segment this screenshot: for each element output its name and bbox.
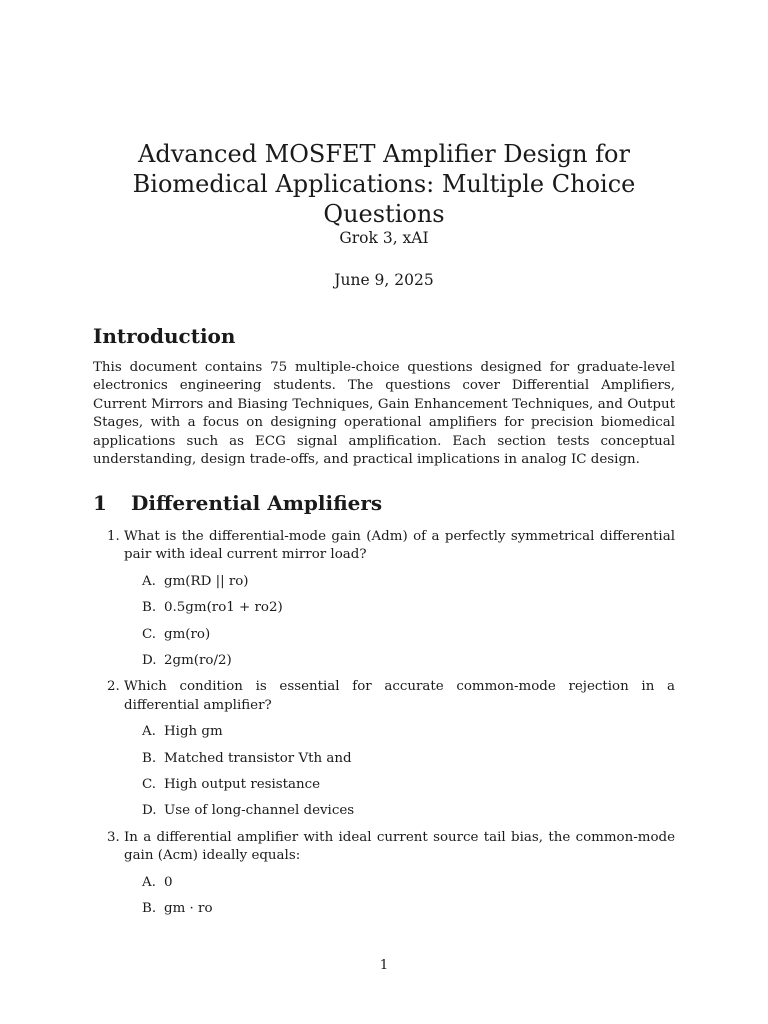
question-text: In a differential amplifier with ideal current source tail bias, the common-mode gain (Acm) ideally equals: bbox=[124, 829, 675, 864]
option-text: 0.5gm(ro1 + ro2) bbox=[164, 600, 283, 616]
option-item bbox=[124, 599, 675, 617]
document-author: Grok 3, xAI bbox=[339, 229, 429, 247]
option-list bbox=[124, 874, 675, 919]
option-item bbox=[124, 573, 675, 591]
option-item bbox=[124, 652, 675, 670]
question-item bbox=[93, 528, 675, 670]
option-text: gm(ro) bbox=[164, 626, 211, 642]
option-text: gm · ro bbox=[164, 900, 213, 916]
page-number: 1 bbox=[379, 958, 389, 973]
option-text: Use of long-channel devices bbox=[164, 803, 355, 819]
option-letter: D. bbox=[142, 803, 157, 819]
section-heading bbox=[93, 490, 382, 516]
option-letter: A. bbox=[142, 573, 156, 589]
question-number: 3. bbox=[107, 829, 120, 845]
option-letter: B. bbox=[142, 600, 157, 616]
option-list bbox=[124, 573, 675, 671]
document-page bbox=[93, 0, 675, 1024]
question-item bbox=[93, 678, 675, 820]
option-item bbox=[124, 626, 675, 644]
option-item bbox=[124, 750, 675, 768]
option-letter: C. bbox=[142, 626, 157, 642]
question-text: What is the differential-mode gain (Adm) of a perfectly symmetrical differential pair with ideal current mirror load? bbox=[124, 529, 675, 563]
option-letter: B. bbox=[142, 750, 157, 766]
question-list bbox=[93, 528, 675, 926]
option-item bbox=[124, 900, 675, 918]
option-text: gm(RD || ro) bbox=[164, 573, 249, 589]
question-text: Which condition is essential for accurate common-mode rejection in a differential amplifier? bbox=[124, 679, 675, 713]
option-text: High output resistance bbox=[164, 776, 321, 792]
question-number: 1. bbox=[107, 529, 120, 544]
option-letter: A. bbox=[142, 724, 156, 740]
option-item bbox=[124, 723, 675, 741]
question-number: 2. bbox=[107, 679, 120, 695]
option-item bbox=[124, 802, 675, 820]
section-title: Differential Amplifiers bbox=[131, 491, 383, 515]
introduction-heading: Introduction bbox=[93, 324, 236, 348]
option-letter: D. bbox=[142, 652, 157, 668]
option-item bbox=[124, 874, 675, 892]
option-text: 2gm(ro/2) bbox=[164, 652, 232, 668]
option-list bbox=[124, 723, 675, 821]
introduction-paragraph: This document contains 75 multiple-choice questions designed for graduate-level electronics engineering students. The questions cover Differential Amplifiers, Current Mirrors and Biasing Techniques, Gain Enhancement Techniques, and Output Stages, with a focus on designing operational amplifiers for precision biomedical applications such as ECG signal amplification. Each section tests conceptual understanding, design trade-offs, and practical implications in analog IC design. bbox=[93, 360, 675, 468]
option-text: 0 bbox=[164, 874, 173, 890]
option-letter: B. bbox=[142, 900, 157, 916]
section-number: 1 bbox=[93, 491, 107, 515]
question-item bbox=[93, 829, 675, 919]
document-title: Advanced MOSFET Amplifier Design for Biomedical Applications: Multiple Choice Questions bbox=[132, 140, 636, 228]
option-item bbox=[124, 776, 675, 794]
option-text: Matched transistor Vth and bbox=[164, 750, 352, 766]
option-letter: C. bbox=[142, 776, 157, 792]
document-date: June 9, 2025 bbox=[334, 271, 434, 289]
option-text: High gm bbox=[164, 724, 223, 740]
option-letter: A. bbox=[142, 874, 156, 890]
